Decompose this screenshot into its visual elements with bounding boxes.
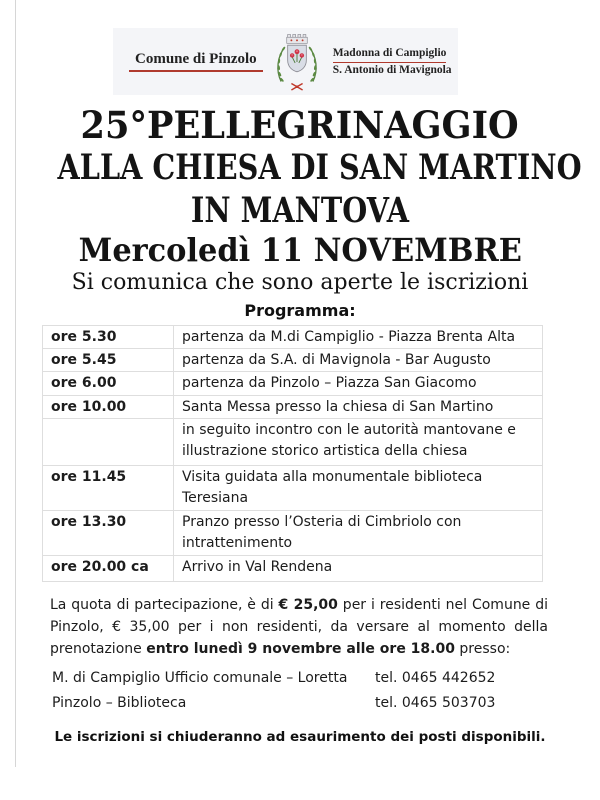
- contact-place: Pinzolo – Biblioteca: [52, 695, 187, 711]
- program-desc: partenza da S.A. di Mavignola - Bar Augusto: [174, 349, 543, 372]
- banner-right-labels: [333, 46, 452, 77]
- program-time: ore 13.30: [43, 511, 174, 556]
- program-desc: Pranzo presso l’Osteria di Cimbriolo con intrattenimento: [174, 511, 543, 556]
- closing-note: Le iscrizioni si chiuderanno ad esaurimento dei posti disponibili.: [54, 729, 546, 745]
- program-time: ore 5.45: [43, 349, 174, 372]
- program-desc: in seguito incontro con le autorità mantovane e illustrazione storico artistica della chiesa: [174, 419, 543, 466]
- header-banner: [113, 28, 458, 95]
- program-desc: Visita guidata alla monumentale biblioteca Teresiana: [174, 466, 543, 511]
- contact-phone: tel. 0465 442652: [375, 670, 496, 686]
- program-row: [43, 511, 543, 556]
- program-desc: partenza da M.di Campiglio - Piazza Brenta Alta: [174, 326, 543, 349]
- contact-place: M. di Campiglio Ufficio comunale – Loretta: [52, 670, 348, 686]
- contact-row: [52, 695, 548, 717]
- fee-deadline: entro lunedì 9 novembre alle ore 18.00: [146, 641, 455, 657]
- program-table: [42, 325, 543, 582]
- program-desc: Santa Messa presso la chiesa di San Martino: [174, 396, 543, 419]
- title-date-line: Mercoledì 11 NOVEMBRE: [78, 231, 522, 269]
- title-line-3: IN MANTOVA: [190, 190, 410, 231]
- program-row: [43, 396, 543, 419]
- title-line-1: 25°PELLEGRINAGGIO: [80, 103, 520, 147]
- program-row: [43, 349, 543, 372]
- program-time: [43, 419, 174, 466]
- fee-paragraph: La quota di partecipazione, è di € 25,00 per i residenti nel Comune di Pinzolo, € 35,00 per i non residenti, da versare al momento della prenotazione entro lunedì 9 novembre alle ore 18.00 presso:: [50, 597, 548, 657]
- program-time: ore 5.30: [43, 326, 174, 349]
- program-row: [43, 466, 543, 511]
- program-desc: partenza da Pinzolo – Piazza San Giacomo: [174, 372, 543, 396]
- program-row: [43, 326, 543, 349]
- program-row: [43, 556, 543, 582]
- program-heading: Programma:: [244, 301, 356, 320]
- pinzolo-coat-of-arms-icon: [269, 30, 325, 94]
- subtitle: Si comunica che sono aperte le iscrizioni: [71, 270, 529, 295]
- fee-amount-residents: € 25,00: [278, 597, 338, 613]
- program-desc: Arrivo in Val Rendena: [174, 556, 543, 582]
- program-time: ore 11.45: [43, 466, 174, 511]
- title-line-2: ALLA CHIESA DI SAN MARTINO: [57, 147, 582, 188]
- program-time: ore 20.00 ca: [43, 556, 174, 582]
- program-time: ore 6.00: [43, 372, 174, 396]
- program-row: [43, 372, 543, 396]
- madonna-di-campiglio-label: Madonna di Campiglio: [333, 46, 447, 62]
- contact-phone: tel. 0465 503703: [375, 695, 496, 711]
- s-antonio-di-mavignola-label: S. Antonio di Mavignola: [332, 63, 452, 76]
- contact-row: [52, 670, 548, 692]
- program-time: ore 10.00: [43, 396, 174, 419]
- program-row: [43, 419, 543, 466]
- comune-di-pinzolo-label: Comune di Pinzolo: [129, 51, 263, 72]
